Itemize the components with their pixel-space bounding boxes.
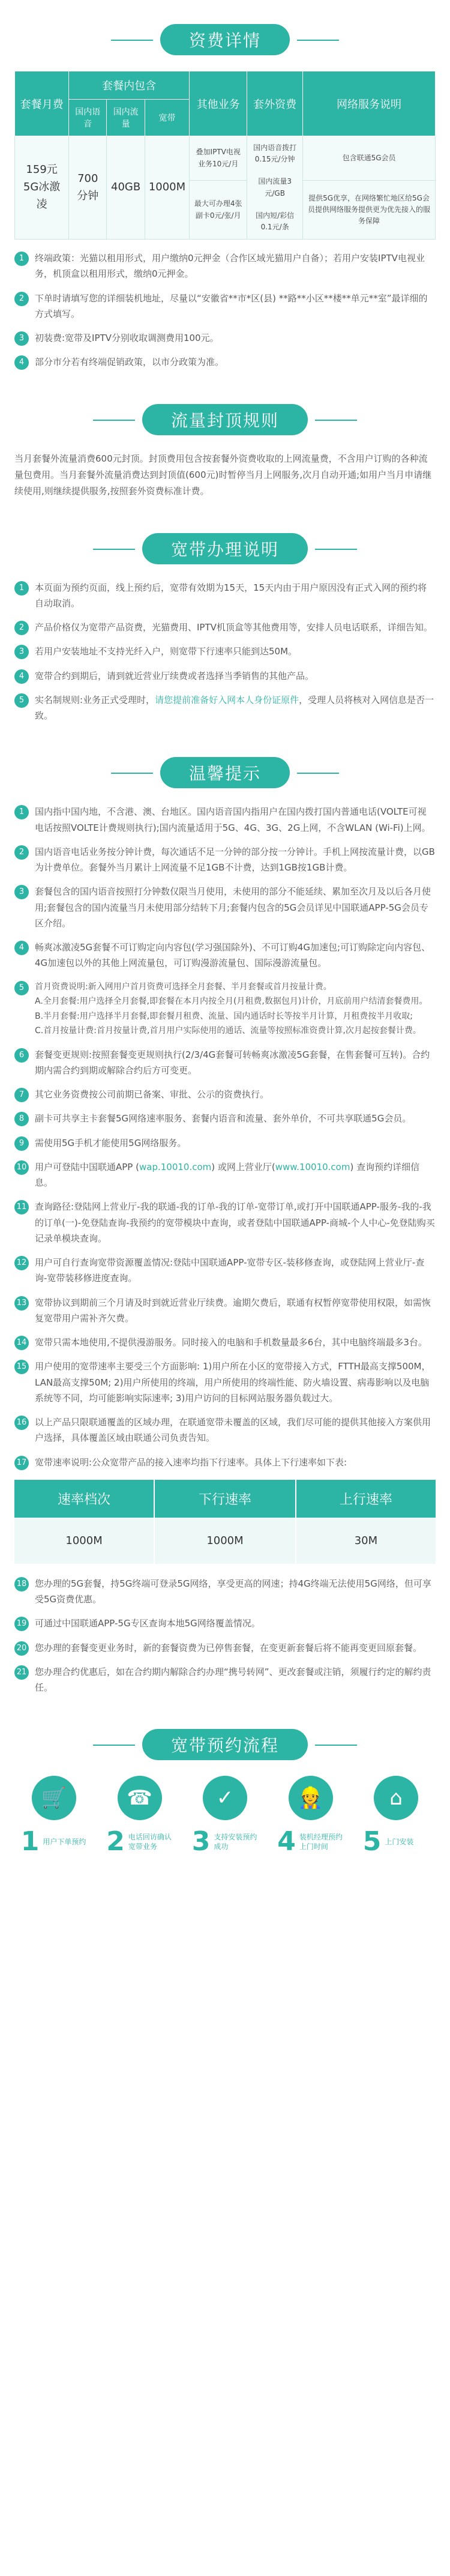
list-item xyxy=(14,1159,436,1191)
number-badge: 2 xyxy=(14,292,29,306)
note-text: 宽带只需本地使用,不提供漫游服务。同时接入的电脑和手机数量最多6台，其中电脑终端最多3台。 xyxy=(35,1337,427,1348)
number-badge: 14 xyxy=(14,1336,29,1350)
step-label: 上门安装 xyxy=(385,1837,414,1846)
flow-step xyxy=(14,1776,94,1855)
note-text: 宽带合约到期后，请到就近营业厅续费或者选择当季销售的其他产品。 xyxy=(35,670,314,681)
list-item xyxy=(14,844,436,876)
number-badge: 9 xyxy=(14,1136,29,1151)
list-item xyxy=(14,1359,436,1406)
cell-voice: 700分钟 xyxy=(69,136,107,240)
cap-text: 当月套餐外流量消费600元封顶。封顶费用包含按套餐外资费收取的上网流量费，不含用户订购的各种流量包费用。当月套餐外流量消费达到封顶值(600元)时暂停当月上网服务,次月自动开通;如用户当月申请继续使用,则继续提供服务,按照套外资费标准计费。 xyxy=(14,453,432,496)
list-item xyxy=(14,884,436,931)
note-text: 可通过中国联通APP-5G专区查询本地5G网络覆盖情况。 xyxy=(35,1618,260,1629)
number-badge: 8 xyxy=(14,1112,29,1126)
col-include: 套餐内包含 xyxy=(69,71,190,100)
tips-notes xyxy=(14,804,436,1695)
number-badge: 2 xyxy=(14,845,29,860)
note-text: 下单时请填写您的详细装机地址，尽量以“安徽省**市*区(县) **路**小区**楼**单元**室”最详细的方式填写。 xyxy=(35,292,428,319)
list-item xyxy=(14,1199,436,1246)
note-text: 宽带协议到期前三个月请及时到就近营业厅续费。逾期欠费后，联通有权暂停宽带使用权限，如需恢复宽带用户需补齐欠费。 xyxy=(35,1297,431,1324)
section-flow-title: 宽带预约流程 xyxy=(142,1729,308,1760)
section-tips-title: 温馨提示 xyxy=(160,757,290,788)
cell-data: 40GB xyxy=(107,136,145,240)
list-item xyxy=(14,1664,436,1696)
section-broadband xyxy=(14,533,436,564)
outside-voice: 国内语音拨打0.15元/分钟 xyxy=(253,143,297,164)
fee-notes xyxy=(14,250,436,370)
note-text: 宽带速率说明:公众宽带产品的接入速率均指下行速率。具体上下行速率如下表: xyxy=(35,1456,347,1468)
note-text: 首月资费说明:新入网用户首月资费可选择全月套餐、半月套餐或首月按量计费。 A.全月套餐:用户选择全月套餐,即套餐在本月内按全月(月租费,数据包月)计价，月底前用户结清套餐费用。 B.半月套餐:用户选择半月套餐,即套餐月租费、流量、国内通话时长等按半月计算，月租费按半月收取; C.首月按量计费:首月按量计费,首月用户实际使用的通话、流量等按照标准资费计算,次月起按套餐计费。 xyxy=(35,982,428,1036)
number-badge: 13 xyxy=(14,1296,29,1311)
number-badge: 5 xyxy=(14,981,29,995)
note-text xyxy=(35,1159,436,1191)
cell-outside xyxy=(247,136,303,240)
number-badge: 4 xyxy=(14,355,29,370)
number-badge: 11 xyxy=(14,1200,29,1214)
note-text: 产品价格仅为宽带产品资费，光猫费用、IPTV机顶盒等其他费用等，安排人员电话联系，详细告知。 xyxy=(35,622,433,633)
note-text: 需使用5G手机才能使用5G网络服务。 xyxy=(35,1137,187,1148)
step-number: 3 xyxy=(191,1826,211,1857)
app-link[interactable]: wap.10010.com xyxy=(139,1161,212,1172)
list-item xyxy=(14,580,436,612)
number-badge: 20 xyxy=(14,1641,29,1656)
note-pre: 实名制规则:业务正式受理时， xyxy=(35,694,155,705)
speed-up-header: 上行速率 xyxy=(296,1480,436,1518)
section-cap-title: 流量封顶规则 xyxy=(142,404,308,435)
cell-other-2: 最大可办理4张副卡0元/张/月 xyxy=(190,181,247,240)
note-text: 查询路径:登陆网上营业厅-我的联通-我的订单-我的订单-宽带订单,或打开中国联通APP-服务-我的-我的订单(一)-免登陆查询-我预约的宽带模块中查询，或者登陆中国联通APP-商城-个人中心-免登陆购买记录单模块查询。 xyxy=(35,1201,435,1244)
package-table xyxy=(14,71,436,240)
number-badge: 12 xyxy=(14,1256,29,1270)
speed-tier: 1000M xyxy=(14,1518,154,1564)
number-badge: 18 xyxy=(14,1577,29,1591)
number-badge: 3 xyxy=(14,885,29,899)
step-number: 2 xyxy=(106,1826,125,1857)
list-item xyxy=(14,1414,436,1446)
sub-data: 国内流量 xyxy=(107,100,145,136)
speed-down-header: 下行速率 xyxy=(154,1480,296,1518)
note-text: 国内指中国内地，不含港、澳、台地区。国内语音国内指用户在国内拨打国内普通电话(VOLTE可视 电话按照VOLTE计费规则执行);国内流量适用于5G、4G、3G、2G上网，不含WLAN (Wi-Fi)上网。 xyxy=(35,806,431,833)
speed-tier-header: 速率档次 xyxy=(14,1480,154,1518)
number-badge: 1 xyxy=(14,805,29,819)
headset-icon: ☎ xyxy=(118,1776,162,1820)
list-item xyxy=(14,1111,436,1126)
list-item xyxy=(14,692,436,724)
speed-up: 30M xyxy=(296,1518,436,1564)
note-text: 若用户安装地址不支持光纤入户，则宽带下行速率只能到达50M。 xyxy=(35,646,298,657)
engineer-icon: 👷 xyxy=(289,1776,333,1820)
flow-step xyxy=(356,1776,436,1855)
note-text: 您办理合约优惠后，如在合约期内解除合约办理“携号转网”、更改套餐或注销，须履行约定的解约责任。 xyxy=(35,1666,431,1694)
note-text xyxy=(35,692,436,724)
flow-step xyxy=(271,1776,350,1855)
note-text: 国内语音电话业务按分钟计费，每次通话不足一分钟的部分按一分钟计。手机上网按流量计费，以GB为计费单位。套餐外当月累计上网流量不足1GB不计费，达到1GB按1GB计费。 xyxy=(35,846,435,873)
step-label: 电话回访确认宽带业务 xyxy=(128,1832,172,1851)
step-number: 5 xyxy=(362,1826,382,1857)
list-item xyxy=(14,330,436,346)
flow-step xyxy=(100,1776,179,1855)
step-number: 4 xyxy=(277,1826,296,1857)
note-post: ) 查询预约详细信息。 xyxy=(35,1161,420,1189)
note-text: 部分市分若有终端促销政策，以市分政策为准。 xyxy=(35,357,224,368)
note-text: 畅爽冰激凌5G套餐不可订购定向内容包(学习强国除外)、不可订购4G加速包;可订购除定向内容包、4G加速包以外的其他上网流量包，可订购漫游流量包、国际漫游流量包。 xyxy=(35,942,431,969)
section-tips xyxy=(14,757,436,788)
note-text: 终端政策：光猫以租用形式，用户缴纳0元押金（合作区域光猫用户自备）；若用户安装IPTV电视业务，机顶盒以租用形式，缴纳0元押金。 xyxy=(35,253,425,280)
number-badge: 3 xyxy=(14,331,29,346)
number-badge: 5 xyxy=(14,693,29,708)
note-text: 其它业务资费按公司前期已备案、审批、公示的资费执行。 xyxy=(35,1089,269,1100)
list-item xyxy=(14,940,436,971)
speed-down: 1000M xyxy=(154,1518,296,1564)
note-text: 本页面为预约页面，线上预约后，宽带有效期为15天，15天内由于用户原因没有正式入网的预约将自动取消。 xyxy=(35,582,427,609)
col-outside: 套外资费 xyxy=(247,71,303,136)
number-badge: 2 xyxy=(14,621,29,635)
number-badge: 4 xyxy=(14,941,29,955)
cell-other-1: 叠加IPTV电视业务10元/月 xyxy=(190,136,247,181)
step-label: 装机经理预约上门时间 xyxy=(299,1832,343,1851)
list-item xyxy=(14,1335,436,1350)
note-text: 套餐包含的国内语音按照打分钟数仅限当月使用，未使用的部分不能延续、累加至次月及以后各月使用;套餐包含的国内流量当月未使用部分结转下月;套餐内包含的5G会员详见中国联通APP-5G会员专区介绍。 xyxy=(35,886,431,929)
list-item xyxy=(14,291,436,322)
flow-step xyxy=(185,1776,265,1855)
list-item xyxy=(14,1087,436,1102)
number-badge: 19 xyxy=(14,1617,29,1631)
number-badge: 1 xyxy=(14,252,29,266)
sub-bb: 宽带 xyxy=(145,100,189,136)
list-item xyxy=(14,1615,436,1631)
note-text: 以上产品只限联通覆盖的区域办理，在联通宽带未覆盖的区域，我们尽可能的提供其他接入方案供用户选择，具体覆盖区域由联通公司负责告知。 xyxy=(35,1417,431,1444)
sub-voice: 国内语音 xyxy=(69,100,107,136)
list-item xyxy=(14,1640,436,1656)
list-item xyxy=(14,620,436,635)
step-label: 支持安装预约成功 xyxy=(214,1832,257,1851)
cell-fee: 159元5G冰激凌 xyxy=(15,136,69,240)
step-number: 1 xyxy=(20,1826,40,1857)
section-fee xyxy=(14,24,436,55)
number-badge: 1 xyxy=(14,581,29,596)
note-mid: ) 或网上营业厅( xyxy=(211,1161,275,1172)
section-fee-title: 资费详情 xyxy=(160,24,290,55)
number-badge: 3 xyxy=(14,645,29,659)
list-item xyxy=(14,644,436,659)
cell-bb: 1000M xyxy=(145,136,189,240)
list-item xyxy=(14,1576,436,1608)
section-cap xyxy=(14,404,436,435)
note-text: 用户可自行查询宽带资源覆盖情况:登陆中国联通APP-宽带专区-装移修查询，或登陆网上营业厅-查询-宽带装移修进度查询。 xyxy=(35,1257,425,1284)
list-item xyxy=(14,668,436,684)
list-item xyxy=(14,1295,436,1327)
list-item xyxy=(14,1255,436,1286)
list-item xyxy=(14,1047,436,1079)
id-card-link[interactable]: 请您提前准备好入网本人身份证原件 xyxy=(155,694,299,705)
outside-data: 国内流量3元/GB xyxy=(258,177,292,198)
list-item xyxy=(14,980,436,1039)
note-text: 您办理的套餐变更业务时，新的套餐资费为已停售套餐，在变更新套餐后将不能再变更回原套餐。 xyxy=(35,1642,422,1653)
outside-sms: 国内短/彩信0.1元/条 xyxy=(256,211,295,231)
col-other: 其他业务 xyxy=(190,71,247,136)
cell-network-1: 包含联通5G会员 xyxy=(303,136,436,181)
note-text: 用户使用的宽带速率主要受三个方面影响: 1)用户所在小区的宽带接入方式，FTTH最高支撑500M，LAN最高支撑50M; 2)用户所使用的终端，用户所使用的终端性能、防火墙设置、病毒影响以及电脑系统等不同，均可能影响实际速率; 3)用户访问的目标网站服务器负载过大。 xyxy=(35,1361,431,1404)
list-item xyxy=(14,250,436,282)
speed-table xyxy=(14,1480,436,1564)
list-item xyxy=(14,1135,436,1151)
number-badge: 10 xyxy=(14,1160,29,1175)
col-month: 套餐月费 xyxy=(15,71,69,136)
list-item xyxy=(14,354,436,370)
number-badge: 15 xyxy=(14,1360,29,1374)
home-icon: ⌂ xyxy=(374,1776,418,1820)
note-text: 副卡可共享主卡套餐5G网络速率服务、套餐内语音和流量、套外单价，不可共享联通5G会员。 xyxy=(35,1113,412,1124)
number-badge: 17 xyxy=(14,1456,29,1470)
note-post: ，受理人员将核对入网信息是否一致。 xyxy=(35,694,434,722)
page xyxy=(0,24,450,1879)
step-label: 用户下单预约 xyxy=(43,1837,86,1846)
section-broadband-title: 宽带办理说明 xyxy=(142,533,308,564)
note-pre: 用户可登陆中国联通APP ( xyxy=(35,1161,139,1172)
note-text: 初装费:宽带及IPTV分别收取调测费用100元。 xyxy=(35,333,219,344)
list-item xyxy=(14,1455,436,1470)
col-network: 网络服务说明 xyxy=(303,71,436,136)
number-badge: 7 xyxy=(14,1088,29,1102)
number-badge: 16 xyxy=(14,1416,29,1430)
cart-icon: 🛒 xyxy=(32,1776,76,1820)
list-item xyxy=(14,804,436,836)
number-badge: 6 xyxy=(14,1048,29,1063)
booking-flow xyxy=(14,1776,436,1855)
broadband-notes xyxy=(14,580,436,724)
section-flow xyxy=(14,1729,436,1760)
check-icon: ✓ xyxy=(203,1776,247,1820)
number-badge: 4 xyxy=(14,669,29,684)
cell-network-2: 提供5G优享，在网络繁忙地区给5G会员提供网络服务提供更为优先接入的服务保障 xyxy=(303,181,436,240)
number-badge: 21 xyxy=(14,1665,29,1680)
web-link[interactable]: www.10010.com xyxy=(275,1161,350,1172)
note-text: 套餐变更规则:按照套餐变更规则执行(2/3/4G套餐可转畅爽冰激凌5G套餐，在售套餐可互转)。合约期内需合约到期或解除合约后方可变更。 xyxy=(35,1049,430,1076)
note-text: 您办理的5G套餐，持5G终端可登录5G网络，享受更高的网速；持4G终端无法使用5G网络，但可享受5G资费优惠。 xyxy=(35,1578,431,1605)
